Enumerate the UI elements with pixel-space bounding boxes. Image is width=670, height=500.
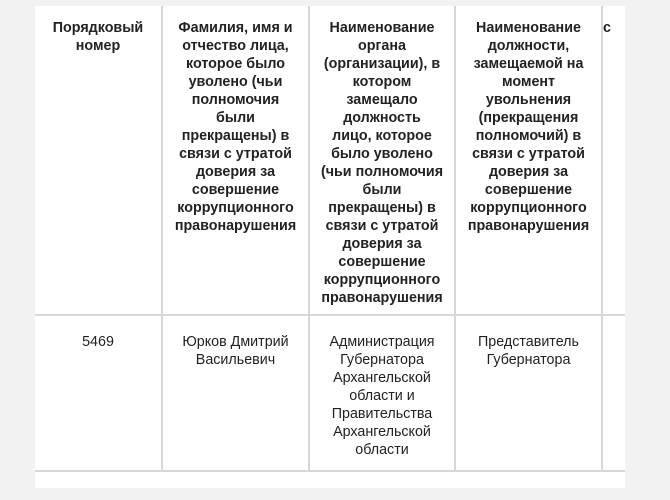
dismissed-persons-table [35,6,625,472]
cell-number [35,315,162,471]
header-number-label: Порядковый номер [52,20,144,54]
cell-full-name [162,315,309,471]
header-cell-number [35,6,162,315]
cell-organization [309,315,455,471]
header-cell-position [455,6,602,315]
cell-position [455,315,602,471]
cell-partial [602,315,625,471]
header-organization-label: Наименование органа (организации), в котором замещало должность лицо, которое было уволено (чьи полномочия были прекращены) в связи с утратой доверия за совершение коррупционного правонарушения [320,20,444,306]
bottom-background-strip [0,488,670,500]
header-partial-label: с [603,20,611,36]
header-cell-organization [309,6,455,315]
row-extra-value [603,316,625,333]
table-header-row [35,6,625,315]
row-full-name-value: Юрков Дмитрий Васильевич [182,334,289,368]
document-sheet [35,6,625,488]
header-position-label: Наименование должности, замещаемой на момент увольнения (прекращения полномочий) в связи с утратой доверия за совершение коррупционного правонарушения [467,20,590,234]
row-number-value: 5469 [82,334,114,350]
header-cell-full-name [162,6,309,315]
header-cell-partial [602,6,625,315]
row-organization-value: Администрация Губернатора Архангельской области и Правительства Архангельской области [329,334,435,458]
table-row [35,315,625,471]
header-full-name-label: Фамилия, имя и отчество лица, которое было уволено (чьи полномочия были прекращены) в связи с утратой доверия за совершение коррупционного правонарушения [174,20,297,234]
row-position-value: Представитель Губернатора [478,334,579,368]
